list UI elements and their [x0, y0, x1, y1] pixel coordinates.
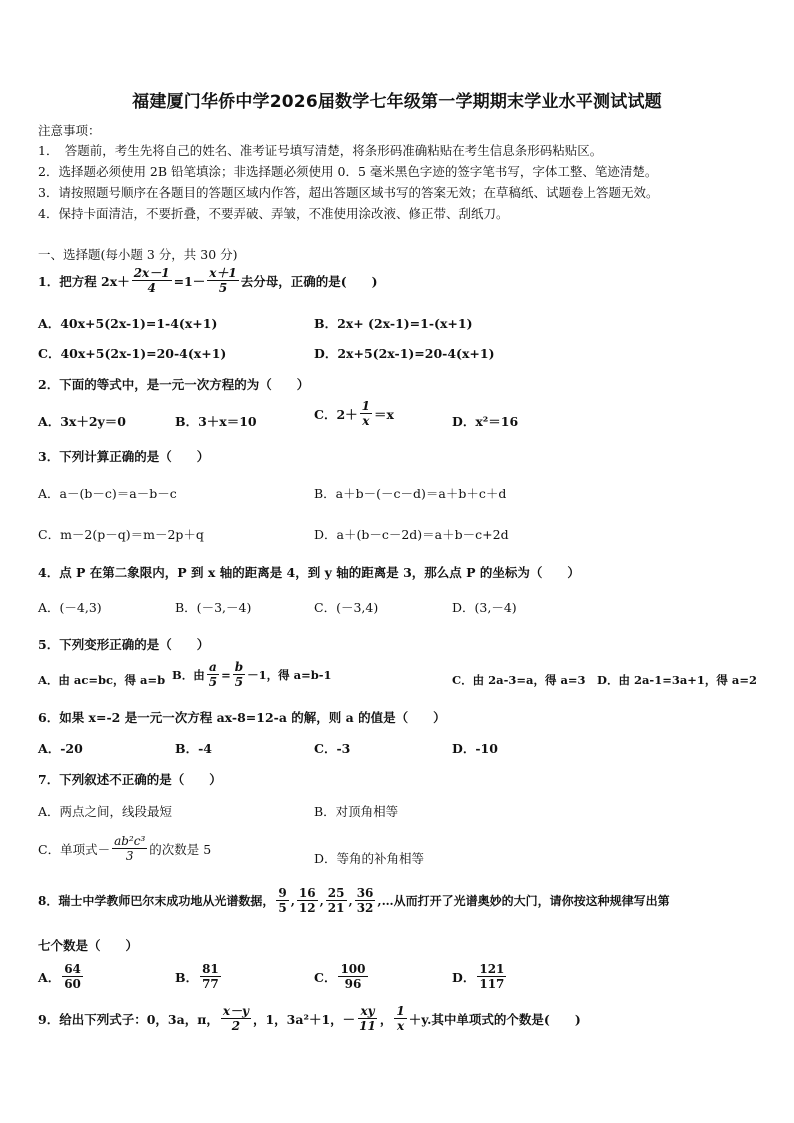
question-4-stem: 4．点 P 在第二象限内，P 到 x 轴的距离是 4，到 y 轴的距离是 3，那么点 P 的坐标为（ ） — [38, 565, 580, 580]
q8-fraction-4: $\frac{36}{32}$ — [356, 886, 374, 915]
notice-item-3: 3．请按照题号顺序在各题目的答题区域内作答，超出答题区域书写的答案无效；在草稿纸、试题卷上答题无效。 — [38, 185, 659, 200]
q1-option-c: C．40x+5(2x-1)=20-4(x+1) — [38, 346, 227, 361]
q6-option-c: C．-3 — [314, 741, 351, 756]
q4-option-c: C．(－3,4) — [314, 600, 379, 615]
q2-option-d: D．x²＝16 — [452, 414, 519, 429]
question-2-stem: 2．下面的等式中，是一元一次方程的为（ ） — [38, 377, 310, 392]
q3-option-a: A．a－(b－c)＝a－b－c — [38, 486, 177, 501]
q6-option-a: A．-20 — [38, 741, 83, 756]
q7-fraction: $\frac{\text{ab²c³}}{3}$ — [114, 834, 146, 863]
question-8-stem: 8．瑞士中学教师巴尔末成功地从光谱数据， $\frac{9}{5}$ , $\frac{16}{12}$ , $\frac{25}{21}$ , $\frac{36}{32}$ , …从而打开了光谱奥妙的大门，请你按这种规律写出第 — [38, 886, 670, 915]
notice-item-2: 2．选择题必须使用 2B 铅笔填涂；非选择题必须使用 0．5 毫米黑色字迹的签字笔书写，字体工整、笔迹清楚。 — [38, 164, 658, 179]
q8-stem-line-2: 七个数是（ ） — [38, 938, 139, 953]
q1-fraction-1: $\frac{2x-1}{4}$ — [133, 266, 170, 295]
q1-option-d: D．2x+5(2x-1)=20-4(x+1) — [314, 346, 495, 361]
q2-option-a: A．3x＋2y＝0 — [38, 414, 127, 429]
q8-option-c: C． $\frac{100}{96}$ — [314, 962, 366, 991]
q8-fraction-3: $\frac{25}{21}$ — [327, 886, 345, 915]
q8-option-a: A． $\frac{64}{60}$ — [38, 962, 81, 991]
q7-option-d: D．等角的补角相等 — [314, 851, 425, 866]
q5-option-d: D．由 2a-1=3a+1，得 a=2 — [597, 673, 758, 687]
q5-fraction-2: $\frac{b}{5}$ — [234, 660, 244, 689]
q1-post: 去分母，正确的是( ) — [240, 273, 378, 289]
q6-option-d: D．-10 — [452, 741, 498, 756]
page-title: 福建厦门华侨中学2026届数学七年级第一学期期末学业水平测试试题 — [132, 92, 662, 112]
q4-option-a: A．(－4,3) — [38, 600, 102, 615]
q2-option-b: B．3＋x＝10 — [175, 414, 257, 429]
q9-fraction-1: $\frac{x-y}{2}$ — [222, 1004, 249, 1033]
q1-option-a: A．40x+5(2x-1)=1-4(x+1) — [38, 316, 218, 331]
question-6-stem: 6．如果 x=-2 是一元一次方程 ax-8=12-a 的解，则 a 的值是（ ） — [38, 710, 446, 725]
q6-option-b: B．-4 — [175, 741, 212, 756]
q9-fraction-3: $\frac{1}{x}$ — [396, 1004, 405, 1033]
question-5-stem: 5．下列变形正确的是（ ） — [38, 637, 210, 652]
q2-option-c: C．2＋ $\frac{1}{x}$ ＝x — [314, 399, 394, 428]
q7-option-c: C．单项式－ $\frac{\text{ab²c³}}{3}$ 的次数是 5 — [38, 834, 212, 863]
q5-fraction-1: $\frac{a}{5}$ — [208, 660, 218, 689]
notice-item-4: 4．保持卡面清洁，不要折叠，不要弄破、弄皱，不准使用涂改液、修正带、刮纸刀。 — [38, 206, 509, 221]
q2-fraction: $\frac{1}{x}$ — [361, 399, 371, 428]
q8-option-b: B． $\frac{81}{77}$ — [175, 962, 219, 991]
question-7-stem: 7．下列叙述不正确的是（ ） — [38, 772, 222, 787]
q3-option-d: D．a＋(b－c－2d)＝a＋b－c+2d — [314, 527, 509, 542]
question-3-stem: 3．下列计算正确的是（ ） — [38, 449, 210, 464]
q7-option-b: B．对顶角相等 — [314, 804, 399, 819]
q1-fraction-2: $\frac{x+1}{5}$ — [209, 266, 237, 295]
q1-pre: 1．把方程 2x＋ — [38, 273, 130, 289]
q4-option-d: D．(3,－4) — [452, 600, 517, 615]
q3-option-c: C．m－2(p－q)＝m－2p＋q — [38, 527, 204, 542]
q8-fraction-2: $\frac{16}{12}$ — [298, 886, 316, 915]
q1-option-b: B．2x+ (2x-1)=1-(x+1) — [314, 316, 473, 331]
section-heading: 一、选择题(每小题 3 分，共 30 分) — [38, 247, 238, 262]
q9-fraction-2: $\frac{xy}{11}$ — [359, 1004, 376, 1033]
notice-heading: 注意事项： — [38, 123, 101, 138]
q1-mid: =1－ — [173, 273, 206, 289]
question-1-stem — [38, 266, 378, 295]
question-9-stem: 9．给出下列式子：0，3a，π， $\frac{x-y}{2}$ ，1，3a²＋1，－ $\frac{xy}{11}$ ， $\frac{1}{x}$ ＋y.其中单项式的个数是( ) — [38, 1004, 581, 1033]
q5-option-b: B．由 $\frac{a}{5}$ = $\frac{b}{5}$ －1，得 a=b-1 — [172, 660, 332, 689]
q7-option-a: A．两点之间，线段最短 — [38, 804, 173, 819]
q4-option-b: B．(－3,－4) — [175, 600, 252, 615]
q8-fraction-1: $\frac{9}{5}$ — [278, 886, 287, 915]
q3-option-b: B．a＋b－(－c－d)＝a＋b＋c＋d — [314, 486, 507, 501]
q8-option-d: D． $\frac{121}{117}$ — [452, 962, 505, 991]
notice-item-1: 1． 答题前，考生先将自己的姓名、准考证号填写清楚，将条形码准确粘贴在考生信息条形码粘贴区。 — [38, 143, 603, 158]
q5-option-a: A．由 ac=bc，得 a=b — [38, 673, 166, 687]
q5-option-c: C．由 2a-3=a，得 a=3 — [452, 673, 586, 687]
